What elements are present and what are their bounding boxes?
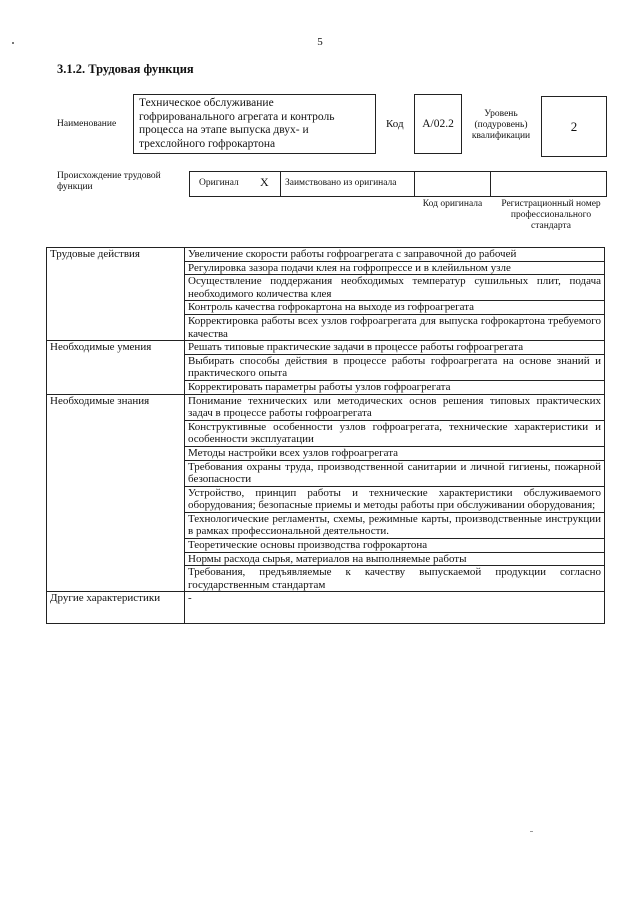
table-cell: Осуществление поддержания необходимых температур сушильных плит, подача необходимого количества клея: [185, 275, 605, 301]
scan-speck: [12, 42, 14, 44]
group-title: Другие характеристики: [47, 592, 185, 624]
table-cell: -: [185, 592, 605, 624]
level-value: 2: [570, 119, 578, 134]
table-cell: Выбирать способы действия в процессе работы гофроагрегата на основе знаний и практического опыта: [185, 354, 605, 380]
function-name-value: Техническое обслуживание гофрированального агрегата и контроль процесса на этапе выпуска двух- и трехслойного гофрокартона: [139, 97, 335, 150]
table-cell: Методы настройки всех узлов гофроагрегата: [185, 446, 605, 460]
table-row: [47, 248, 605, 262]
table-cell: Решать типовые практические задачи в процессе работы гофроагрегата: [185, 341, 605, 355]
table-cell: Контроль качества гофрокартона на выходе из гофроагрегата: [185, 301, 605, 315]
original-label: Оригинал: [199, 178, 239, 188]
scan-speck: [530, 831, 533, 832]
requirements-table: [46, 247, 605, 624]
code-value: А/02.2: [422, 117, 454, 130]
table-cell: Корректировать параметры работы узлов гофроагрегата: [185, 380, 605, 394]
borrowed-label: Заимствовано из оригинала: [285, 178, 397, 188]
table-row: [47, 592, 605, 624]
table-cell: Регулировка зазора подачи клея на гофропрессе и в клейильном узле: [185, 261, 605, 275]
group-title: Трудовые действия: [47, 248, 185, 341]
table-cell: Нормы расхода сырья, материалов на выполняемые работы: [185, 552, 605, 566]
table-cell: Устройство, принцип работы и технические характеристики обслуживаемого оборудования; безопасные приемы и методы работы при обслуживании оборудования;: [185, 486, 605, 512]
group-title: Необходимые умения: [47, 341, 185, 394]
level-label: Уровень (подуровень) квалификации: [471, 109, 531, 141]
table-cell: Конструктивные особенности узлов гофроагрегата, технические характеристики и особенности эксплуатации: [185, 420, 605, 446]
table-cell: Теоретические основы производства гофрокартона: [185, 539, 605, 553]
code-label: Код: [386, 118, 404, 130]
function-name-box: [133, 94, 376, 154]
table-cell: Требования охраны труда, производственной санитарии и личной гигиены, пожарной безопасности: [185, 460, 605, 486]
table-cell: Понимание технических или методических основ решения типовых практических задач в процессе работы гофроагрегата: [185, 394, 605, 420]
level-box: [541, 96, 607, 157]
group-title: Необходимые знания: [47, 394, 185, 592]
table-cell: Технологические регламенты, схемы, режимные карты, производственные инструкции в рамках профессиональной деятельности.: [185, 512, 605, 538]
table-row: [47, 394, 605, 420]
reg-number-caption: Регистрационный номер профессионального стандарта: [501, 199, 601, 231]
page-number: 5: [317, 36, 323, 48]
section-title: 3.1.2. Трудовая функция: [57, 62, 194, 76]
table-row: [47, 341, 605, 355]
table-cell: Корректировка работы всех узлов гофроагрегата для выпуска гофрокартона требуемого качества: [185, 314, 605, 340]
table-cell: Увеличение скорости работы гофроагрегата с заправочной до рабочей: [185, 248, 605, 262]
code-box: [414, 94, 462, 154]
code-original-cell: [414, 171, 491, 197]
table-cell: Требования, предъявляемые к качеству выпускаемой продукции согласно государственным стандартам: [185, 566, 605, 592]
original-mark: X: [260, 175, 269, 189]
name-label: Наименование: [57, 119, 117, 129]
code-original-caption: Код оригинала: [422, 199, 483, 209]
origin-label: Происхождение трудовой функции: [57, 171, 161, 192]
